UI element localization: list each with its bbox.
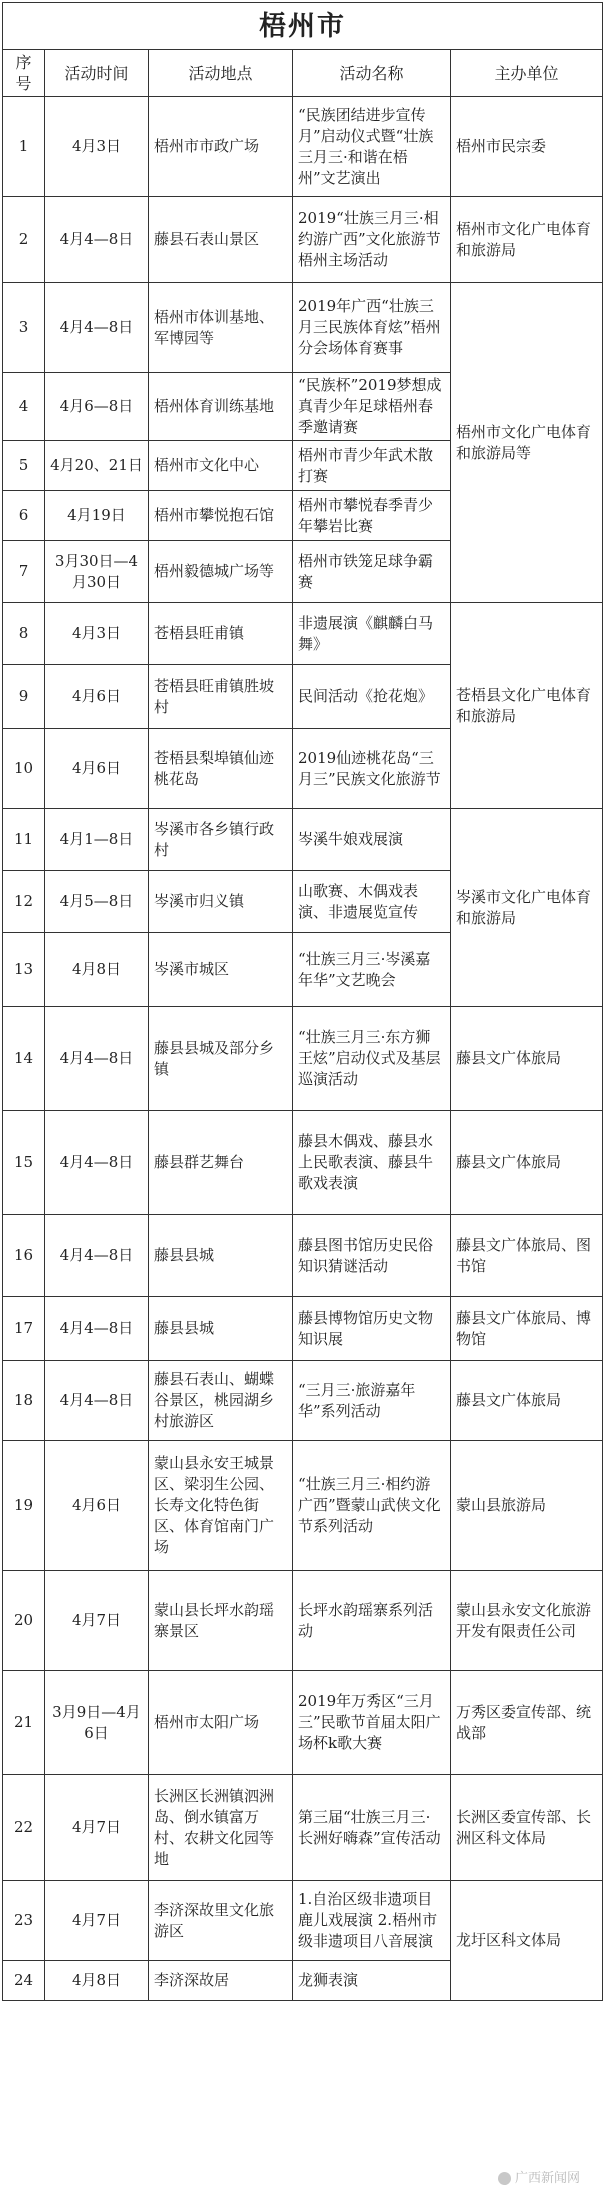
cell-no: 12 [3,871,45,933]
cell-activity: 2019年广西“壮族三月三民族体育炫”梧州分会场体育赛事 [293,283,451,373]
cell-activity: 龙狮表演 [293,1961,451,2001]
cell-place: 苍梧县旺甫镇 [149,603,293,665]
cell-place: 梧州市攀悦抱石馆 [149,491,293,541]
cell-no: 18 [3,1361,45,1441]
cell-time: 4月6—8日 [45,373,149,441]
cell-place: 梧州市体训基地、军博园等 [149,283,293,373]
cell-no: 22 [3,1775,45,1881]
cell-place: 蒙山县长坪水韵瑶寨景区 [149,1571,293,1671]
cell-place: 蒙山县永安王城景区、梁羽生公园、长寿文化特色街区、体育馆南门广场 [149,1441,293,1571]
cell-place: 李济深故里文化旅游区 [149,1881,293,1961]
cell-place: 梧州市市政广场 [149,97,293,197]
cell-time: 4月7日 [45,1775,149,1881]
cell-time: 4月4—8日 [45,1215,149,1297]
header-time: 活动时间 [45,50,149,97]
cell-activity: 非遗展演《麒麟白马舞》 [293,603,451,665]
cell-place: 苍梧县梨埠镇仙迹桃花岛 [149,729,293,809]
cell-place: 藤县石表山景区 [149,197,293,283]
cell-no: 16 [3,1215,45,1297]
cell-time: 4月6日 [45,1441,149,1571]
wechat-logo-icon [498,2172,511,2185]
table-row [3,97,603,197]
cell-no: 2 [3,197,45,283]
cell-activity: 藤县博物馆历史文物知识展 [293,1297,451,1361]
cell-no: 24 [3,1961,45,2001]
cell-activity: 2019年万秀区“三月三”民歌节首届太阳广场杯k歌大赛 [293,1671,451,1775]
watermark-text: 广西新闻网 [514,2171,580,2186]
cell-no: 11 [3,809,45,871]
cell-time: 4月4—8日 [45,1111,149,1215]
cell-no: 8 [3,603,45,665]
cell-place: 梧州市太阳广场 [149,1671,293,1775]
cell-no: 19 [3,1441,45,1571]
watermark [498,2167,580,2186]
cell-no: 1 [3,97,45,197]
cell-activity: 梧州市攀悦春季青少年攀岩比赛 [293,491,451,541]
cell-no: 9 [3,665,45,729]
cell-time: 4月7日 [45,1571,149,1671]
cell-place: 藤县县城 [149,1215,293,1297]
header-organizer: 主办单位 [451,50,603,97]
cell-organizer: 蒙山县旅游局 [451,1441,603,1571]
cell-activity: 长坪水韵瑶寨系列活动 [293,1571,451,1671]
cell-time: 4月4—8日 [45,283,149,373]
cell-no: 14 [3,1007,45,1111]
cell-organizer: 万秀区委宣传部、统战部 [451,1671,603,1775]
cell-organizer: 藤县文广体旅局、博物馆 [451,1297,603,1361]
cell-organizer: 蒙山县永安文化旅游开发有限责任公司 [451,1571,603,1671]
table-row [3,1361,603,1441]
cell-activity: “民族团结进步宣传月”启动仪式暨“壮族三月三·和谐在梧州”文艺演出 [293,97,451,197]
cell-activity: 岑溪牛娘戏展演 [293,809,451,871]
cell-time: 4月6日 [45,729,149,809]
cell-organizer: 藤县文广体旅局 [451,1007,603,1111]
cell-place: 岑溪市城区 [149,933,293,1007]
header-no: 序号 [3,50,45,97]
cell-place: 藤县石表山、蝴蝶谷景区，桃园湖乡村旅游区 [149,1361,293,1441]
table-title: 梧州市 [3,3,603,50]
cell-place: 长洲区长洲镇泗洲岛、倒水镇富万村、农耕文化园等地 [149,1775,293,1881]
cell-no: 4 [3,373,45,441]
cell-time: 3月30日—4月30日 [45,541,149,603]
cell-time: 4月6日 [45,665,149,729]
cell-activity: 梧州市铁笼足球争霸赛 [293,541,451,603]
cell-no: 7 [3,541,45,603]
cell-no: 6 [3,491,45,541]
cell-time: 4月8日 [45,1961,149,2001]
cell-organizer: 藤县文广体旅局、图书馆 [451,1215,603,1297]
cell-place: 岑溪市归义镇 [149,871,293,933]
table-row [3,1775,603,1881]
activity-table [2,2,603,2001]
cell-place: 梧州体育训练基地 [149,373,293,441]
cell-organizer: 藤县文广体旅局 [451,1361,603,1441]
cell-time: 4月5—8日 [45,871,149,933]
table-row [3,1441,603,1571]
cell-organizer: 梧州市民宗委 [451,97,603,197]
cell-time: 4月3日 [45,603,149,665]
cell-time: 4月1—8日 [45,809,149,871]
cell-organizer: 长洲区委宣传部、长洲区科文体局 [451,1775,603,1881]
cell-place: 藤县县城及部分乡镇 [149,1007,293,1111]
cell-activity: 2019“壮族三月三·相约游广西”文化旅游节梧州主场活动 [293,197,451,283]
cell-organizer: 苍梧县文化广电体育和旅游局 [451,603,603,809]
cell-time: 4月4—8日 [45,1361,149,1441]
cell-activity: 梧州市青少年武术散打赛 [293,441,451,491]
cell-activity: “壮族三月三·东方狮王炫”启动仪式及基层巡演活动 [293,1007,451,1111]
cell-time: 4月19日 [45,491,149,541]
cell-place: 李济深故居 [149,1961,293,2001]
cell-time: 3月9日—4月6日 [45,1671,149,1775]
cell-organizer: 龙圩区科文体局 [451,1881,603,2001]
cell-no: 15 [3,1111,45,1215]
cell-activity: “民族杯”2019梦想成真青少年足球梧州春季邀请赛 [293,373,451,441]
cell-no: 20 [3,1571,45,1671]
cell-place: 苍梧县旺甫镇胜坡村 [149,665,293,729]
cell-activity: 2019仙迹桃花岛“三月三”民族文化旅游节 [293,729,451,809]
table-row [3,603,603,665]
cell-place: 岑溪市各乡镇行政村 [149,809,293,871]
cell-time: 4月7日 [45,1881,149,1961]
header-place: 活动地点 [149,50,293,97]
cell-place: 藤县县城 [149,1297,293,1361]
table-row [3,1671,603,1775]
cell-time: 4月4—8日 [45,1007,149,1111]
cell-organizer: 梧州市文化广电体育和旅游局等 [451,283,603,603]
cell-time: 4月8日 [45,933,149,1007]
cell-time: 4月4—8日 [45,197,149,283]
table-row [3,1215,603,1297]
cell-activity: 1.自治区级非遗项目鹿儿戏展演 2.梧州市级非遗项目八音展演 [293,1881,451,1961]
cell-no: 13 [3,933,45,1007]
cell-activity: “壮族三月三·相约游广西”暨蒙山武侠文化节系列活动 [293,1441,451,1571]
cell-place: 梧州市文化中心 [149,441,293,491]
table-row [3,809,603,871]
cell-activity: 藤县图书馆历史民俗知识猜谜活动 [293,1215,451,1297]
table-row [3,1111,603,1215]
cell-activity: 山歌赛、木偶戏表演、非遗展览宣传 [293,871,451,933]
cell-activity: 第三届“壮族三月三·长洲好嗨森”宣传活动 [293,1775,451,1881]
table-row [3,1007,603,1111]
cell-no: 10 [3,729,45,809]
cell-no: 21 [3,1671,45,1775]
table-row [3,1571,603,1671]
cell-time: 4月4—8日 [45,1297,149,1361]
cell-organizer: 岑溪市文化广电体育和旅游局 [451,809,603,1007]
cell-place: 藤县群艺舞台 [149,1111,293,1215]
cell-time: 4月20、21日 [45,441,149,491]
cell-time: 4月3日 [45,97,149,197]
cell-no: 3 [3,283,45,373]
table-row [3,283,603,373]
cell-place: 梧州毅德城广场等 [149,541,293,603]
table-row [3,197,603,283]
table-row [3,1881,603,1961]
cell-no: 17 [3,1297,45,1361]
cell-no: 23 [3,1881,45,1961]
table-header-row [3,50,603,97]
cell-organizer: 梧州市文化广电体育和旅游局 [451,197,603,283]
header-name: 活动名称 [293,50,451,97]
cell-no: 5 [3,441,45,491]
cell-activity: “壮族三月三·岑溪嘉年华”文艺晚会 [293,933,451,1007]
cell-organizer: 藤县文广体旅局 [451,1111,603,1215]
cell-activity: 藤县木偶戏、藤县水上民歌表演、藤县牛歌戏表演 [293,1111,451,1215]
cell-activity: 民间活动《抢花炮》 [293,665,451,729]
table-row [3,1297,603,1361]
cell-activity: “三月三·旅游嘉年华”系列活动 [293,1361,451,1441]
